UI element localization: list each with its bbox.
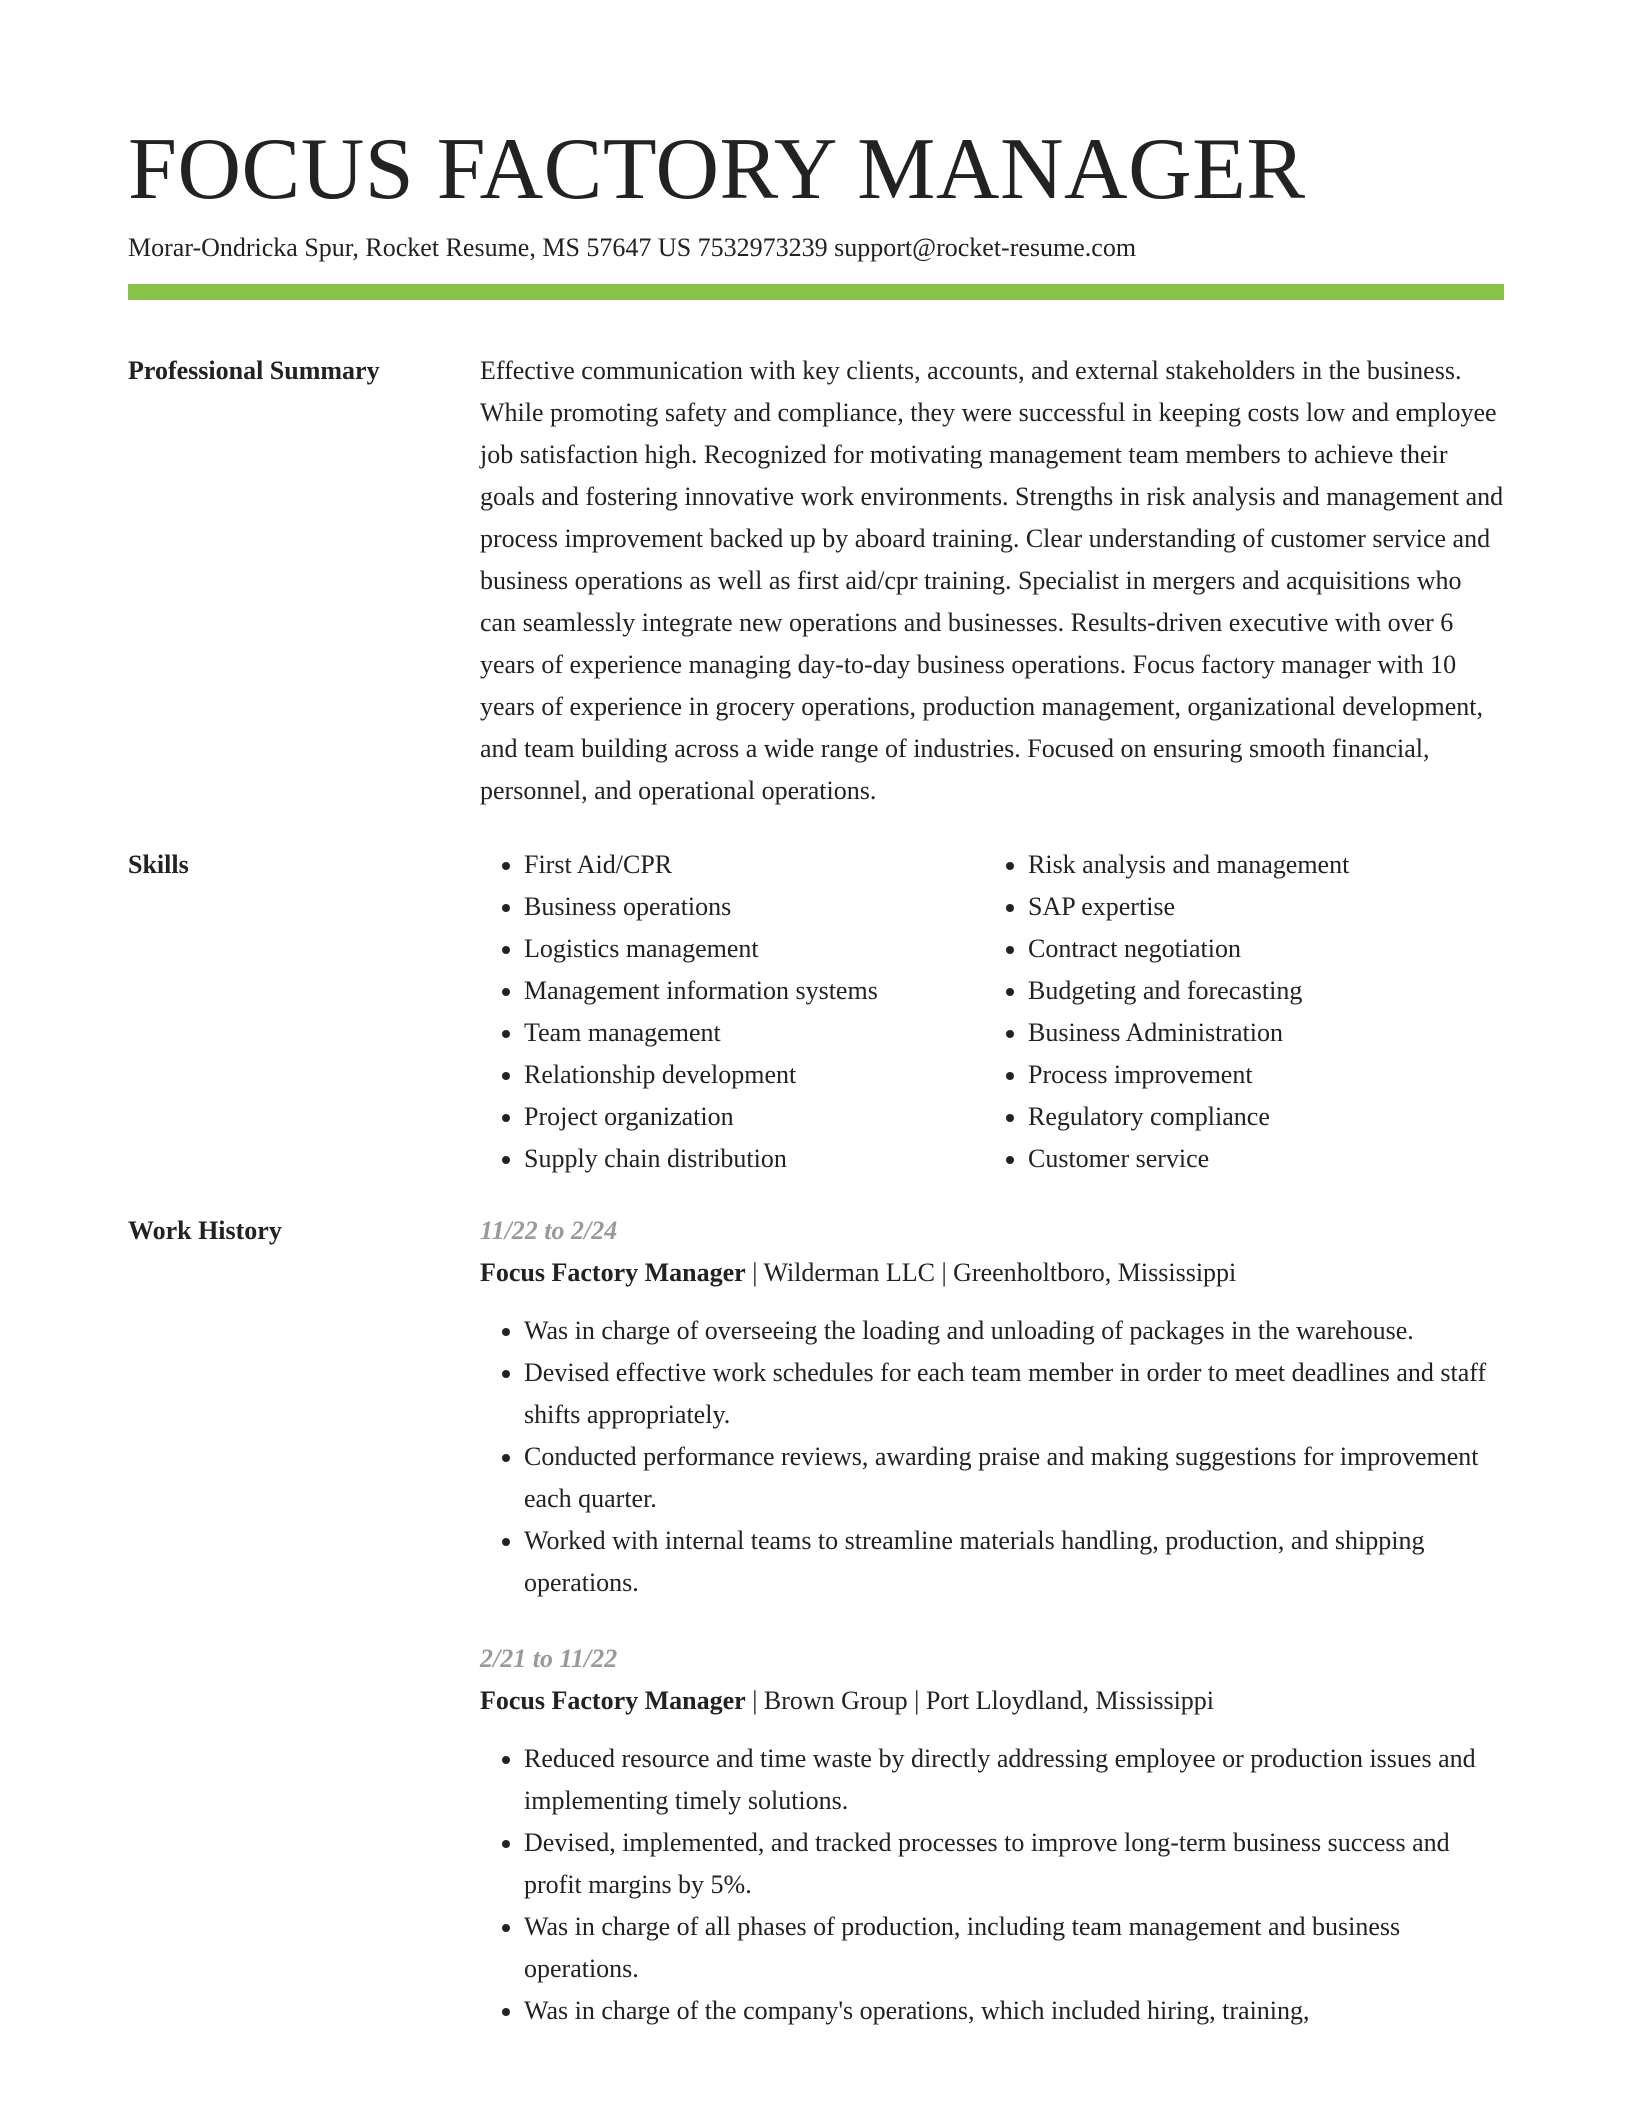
job-heading — [480, 1680, 1504, 1722]
job-bullets — [480, 1310, 1504, 1604]
work-history-section — [128, 1210, 1504, 2032]
section-label-skills: Skills — [128, 850, 189, 879]
skill-item: • Project organization — [524, 1096, 984, 1138]
contact-line: Morar-Ondricka Spur, Rocket Resume, MS 57647 US 7532973239 support@rocket-resume.com — [128, 233, 1137, 262]
skill-item: • Logistics management — [524, 928, 984, 970]
summary-section — [128, 350, 1504, 812]
section-label-summary: Professional Summary — [128, 356, 380, 385]
skills-section — [128, 844, 1504, 1180]
job-company-location: | Wilderman LLC | Greenholtboro, Mississippi — [745, 1258, 1237, 1287]
skill-item: • Business operations — [524, 886, 984, 928]
section-label-work-history: Work History — [128, 1216, 282, 1245]
job-heading — [480, 1252, 1504, 1294]
job-bullet: • Reduced resource and time waste by directly addressing employee or production issues and implementing timely solutions. — [524, 1738, 1504, 1822]
skill-item: • Contract negotiation — [1028, 928, 1488, 970]
job-bullet: • Was in charge of overseeing the loading and unloading of packages in the warehouse. — [524, 1310, 1504, 1352]
resume-name: FOCUS FACTORY MANAGER — [128, 121, 1306, 218]
job-bullet: • Was in charge of all phases of production, including team management and business operations. — [524, 1906, 1504, 1990]
job-bullets — [480, 1738, 1504, 2032]
job-bullet: • Was in charge of the company's operations, which included hiring, training, — [524, 1990, 1504, 2032]
job-dates: 11/22 to 2/24 — [480, 1216, 618, 1245]
job-title: Focus Factory Manager — [480, 1258, 746, 1287]
job-bullet: • Devised effective work schedules for each team member in order to meet deadlines and staff shifts appropriately. — [524, 1352, 1504, 1436]
skill-item: • Team management — [524, 1012, 984, 1054]
skills-list-right — [984, 844, 1488, 1180]
skill-item: • Process improvement — [1028, 1054, 1488, 1096]
skills-list-left — [480, 844, 984, 1180]
job-bullet: • Worked with internal teams to streamline materials handling, production, and shipping operations. — [524, 1520, 1504, 1604]
skill-item: • Customer service — [1028, 1138, 1488, 1180]
skill-item: • SAP expertise — [1028, 886, 1488, 928]
skill-item: • Supply chain distribution — [524, 1138, 984, 1180]
job-title: Focus Factory Manager — [480, 1686, 746, 1715]
job-dates: 2/21 to 11/22 — [480, 1644, 618, 1673]
skill-item: • Relationship development — [524, 1054, 984, 1096]
accent-divider — [128, 284, 1504, 300]
job-company-location: | Brown Group | Port Lloydland, Mississippi — [745, 1686, 1215, 1715]
job-entry — [480, 1638, 1504, 2032]
skill-item: • Management information systems — [524, 970, 984, 1012]
job-entry — [480, 1210, 1504, 1604]
resume-page — [128, 120, 1504, 2032]
job-bullet: • Conducted performance reviews, awarding praise and making suggestions for improvement each quarter. — [524, 1436, 1504, 1520]
skill-item: • Regulatory compliance — [1028, 1096, 1488, 1138]
skill-item: • First Aid/CPR — [524, 844, 984, 886]
skill-item: • Budgeting and forecasting — [1028, 970, 1488, 1012]
skills-grid — [480, 844, 1504, 1180]
job-bullet: • Devised, implemented, and tracked processes to improve long-term business success and profit margins by 5%. — [524, 1822, 1504, 1906]
summary-text: Effective communication with key clients, accounts, and external stakeholders in the business. While promoting safety and compliance, they were successful in keeping costs low and employee job satisfaction high. Recognized for motivating management team members to achieve their goals and fostering innovative work environments. Strengths in risk analysis and management and process improvement backed up by aboard training. Clear understanding of customer service and business operations as well as first aid/cpr training. Specialist in mergers and acquisitions who can seamlessly integrate new operations and businesses. Results-driven executive with over 6 years of experience managing day-to-day business operations. Focus factory manager with 10 years of experience in grocery operations, production management, organizational development, and team building across a wide range of industries. Focused on ensuring smooth financial, personnel, and operational operations. — [480, 356, 1504, 805]
skill-item: • Business Administration — [1028, 1012, 1488, 1054]
skill-item: • Risk analysis and management — [1028, 844, 1488, 886]
